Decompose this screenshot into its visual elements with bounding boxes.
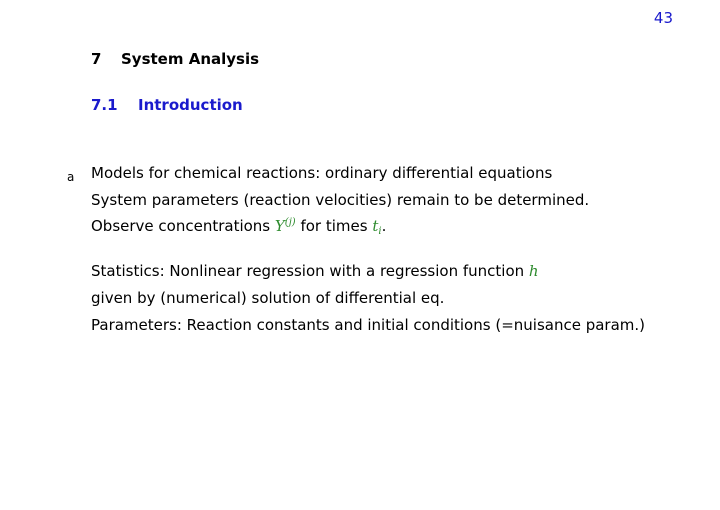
math-var-Y: $Y^{(j)}$ [274, 217, 296, 235]
subsection-title [91, 96, 243, 114]
paragraph-marker: a [67, 170, 75, 184]
text-line-1: Models for chemical reactions: ordinary differential equations [91, 164, 553, 182]
math-subscript-i: i [378, 226, 382, 237]
text-line-6-post: nuisance param.) [513, 316, 646, 334]
text-line-3 [91, 217, 386, 237]
text-line-3-mid: for times [295, 217, 373, 235]
text-line-6 [91, 316, 645, 334]
math-superscript-j: (j) [284, 217, 296, 228]
text-line-4-pre: Statistics: Nonlinear regression with a regression function [91, 262, 529, 280]
equals-sign: = [501, 316, 514, 334]
math-var-h: h [528, 262, 539, 280]
subsection-number: 7.1 [91, 96, 118, 114]
subsection-title-text: Introduction [138, 96, 243, 114]
text-line-6-pre: Parameters: Reaction constants and initial conditions ( [91, 316, 502, 334]
text-line-4 [91, 262, 539, 280]
text-line-3-pre: Observe concentrations [91, 217, 275, 235]
text-line-5: given by (numerical) solution of differential eq. [91, 289, 445, 307]
section-title [91, 50, 259, 68]
text-line-2: System parameters (reaction velocities) remain to be determined. [91, 191, 590, 209]
section-title-text: System Analysis [121, 50, 260, 68]
math-var-t: $t_i$ [372, 217, 382, 237]
text-line-3-post: . [381, 217, 387, 235]
page-number: 43 [653, 9, 673, 27]
section-number: 7 [91, 50, 102, 68]
